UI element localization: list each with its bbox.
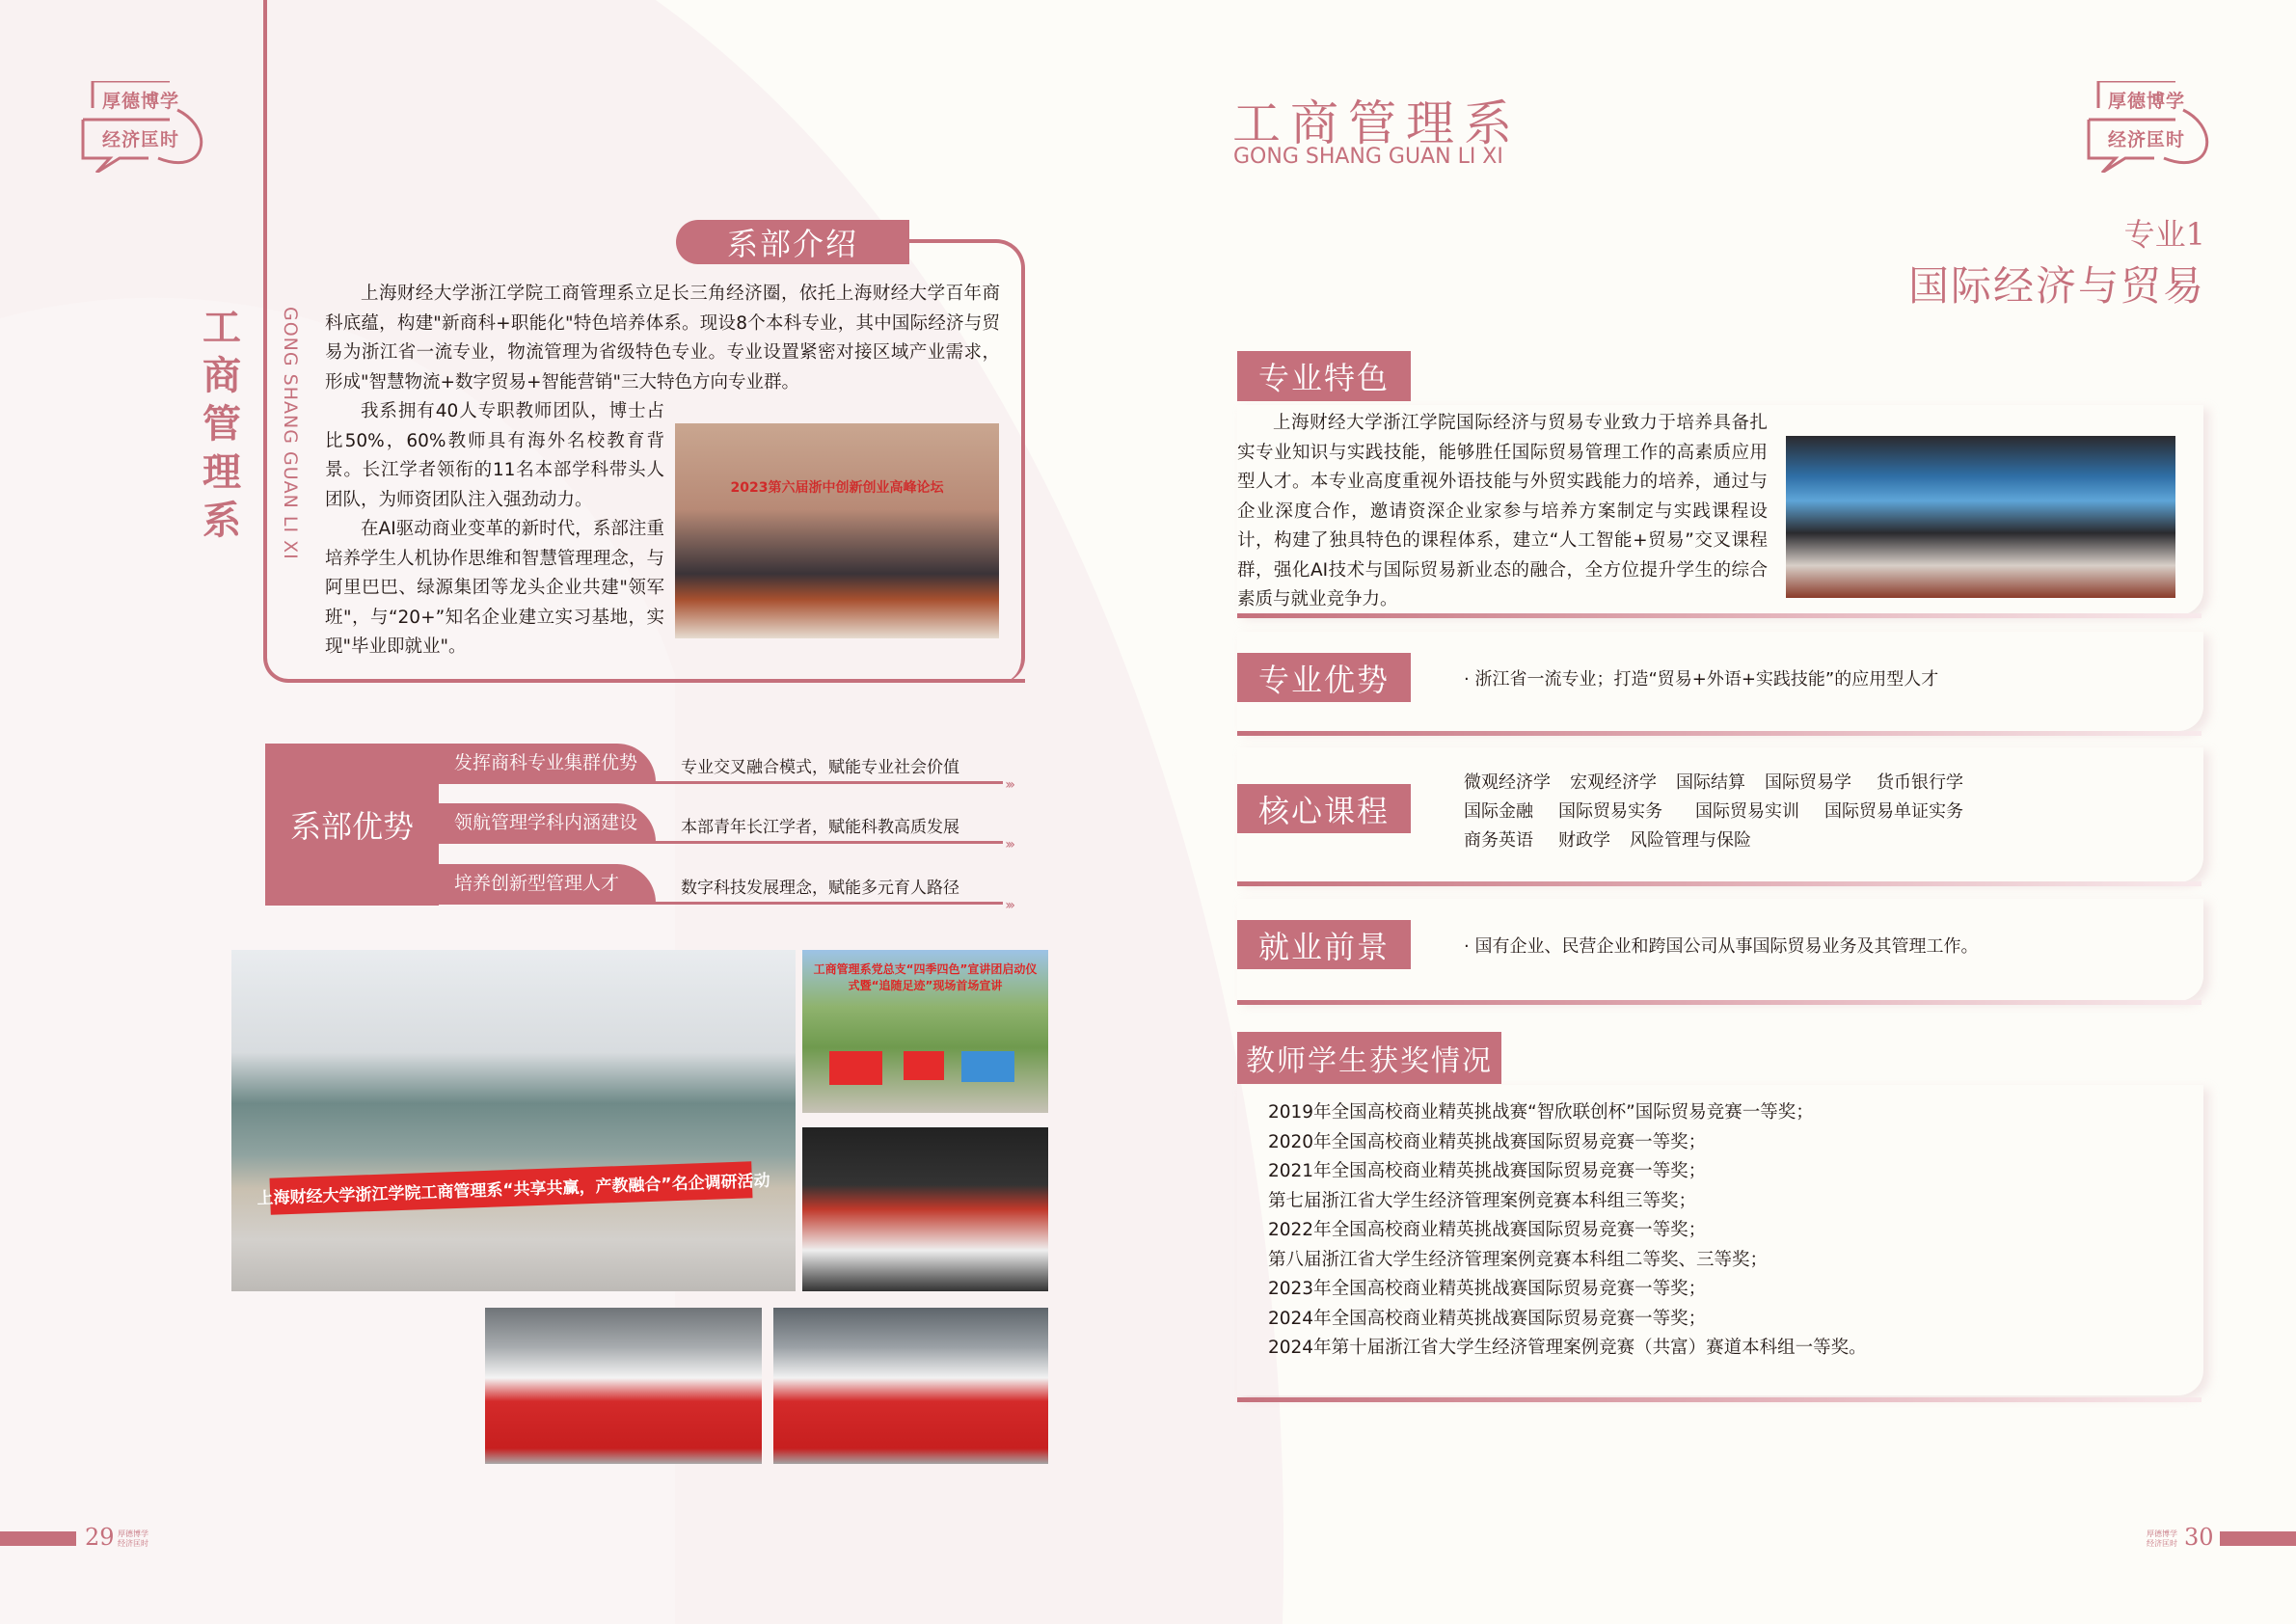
choir-photo-1: [485, 1308, 762, 1464]
intro-paragraph-3: 在AI驱动商业变革的新时代，系部注重培养学生人机协作思维和智慧管理理念，与阿里巴巴、绿源集团等龙头企业共建"领军班"，与“20+”知名企业建立实习基地，实现"毕业即就业"。: [325, 519, 664, 657]
advantages-heading: 系部优势: [265, 744, 439, 906]
trade-festival-photo: [1786, 436, 2175, 598]
divider: [1237, 881, 2201, 886]
features-text: 上海财经大学浙江学院国际经济与贸易专业致力于培养具备扎实专业知识与实践技能，能够胜任国际贸易管理工作的高素质应用型人才。本专业高度重视外语技能与外贸实践能力的培养，通过与企业深度合作，邀请资深企业家参与培养方案制定与实践课程设计，构建了独具特色的课程体系，建立“人工智能+贸易”交叉课程群，强化AI技术与国际贸易新业态的融合，全方位提升学生的综合素质与就业竞争力。: [1237, 413, 1769, 609]
vertical-title: 工商管理系: [203, 305, 241, 543]
divider: [1237, 1000, 2201, 1005]
vertical-pinyin: GONG SHANG GUAN LI XI: [280, 307, 301, 560]
advantage-item: 发挥商科专业集群优势 专业交叉融合模式，赋能专业社会价值 ›››: [439, 744, 1003, 784]
award-item: 第八届浙江省大学生经济管理案例竞赛本科组二等奖、三等奖；: [1268, 1249, 1769, 1270]
career-text: · 国有企业、民营企业和跨国公司从事国际贸易业务及其管理工作。: [1464, 936, 1979, 957]
award-item: 第七届浙江省大学生经济管理案例竞赛本科组三等奖；: [1268, 1190, 1697, 1211]
awards-heading: 教师学生获奖情况: [1237, 1032, 1501, 1084]
divider: [1237, 613, 2201, 618]
page-title: 工商管理系: [1232, 95, 1522, 151]
courses-heading: 核心课程: [1237, 784, 1411, 833]
advantage-item: 领航管理学科内涵建设 本部青年长江学者，赋能科教高质发展 ›››: [439, 803, 1003, 844]
intro-paragraph-2: 我系拥有40人专职教师团队，博士占比50%，60%教师具有海外名校教育背景。长江学者领衔的11名本部学科带头人团队，为师资团队注入强劲动力。: [325, 401, 664, 510]
award-item: 2020年全国高校商业精英挑战赛国际贸易竞赛一等奖；: [1268, 1131, 1707, 1152]
arrow-icon: ›››: [1005, 898, 1013, 913]
divider: [1237, 1397, 2201, 1402]
party-branch-photo: 工商管理系党总支“四季四色”宣讲团启动仪式暨“追随足迹”现场首场宣讲: [802, 950, 1048, 1113]
intro-heading: 系部介绍: [676, 220, 909, 264]
company-visit-photo: 上海财经大学浙江学院工商管理系“共享共赢，产教融合”名企调研活动: [231, 950, 796, 1291]
footer-logo-left: 厚德博学 经济匡时: [118, 1529, 149, 1548]
strengths-text: · 浙江省一流专业；打造“贸易+外语+实践技能”的应用型人才: [1464, 669, 1939, 690]
features-heading: 专业特色: [1237, 351, 1411, 401]
major-number: 专业1: [2123, 216, 2205, 253]
intro-paragraph-1: 上海财经大学浙江学院工商管理系立足长三角经济圈，依托上海财经大学百年商科底蕴，构建"新商科+职能化"特色培养体系。现设8个本科专业，其中国际经济与贸易为浙江省一流专业，物流管理为省级特色专业。专业设置紧密对接区域产业需求，形成"智慧物流+数字贸易+智能营销"三大特色方向专业群。: [325, 284, 1000, 392]
career-heading: 就业前景: [1237, 920, 1411, 969]
award-item: 2021年全国高校商业精英挑战赛国际贸易竞赛一等奖；: [1268, 1161, 1707, 1181]
award-item: 2024年第十届浙江省大学生经济管理案例竞赛（共富）赛道本科组一等奖。: [1268, 1338, 1867, 1358]
logo-left: 厚德博学 经济匡时: [81, 81, 206, 173]
forum-group-photo: 2023第六届浙中创新创业高峰论坛: [675, 423, 999, 638]
award-item: 2022年全国高校商业精英挑战赛国际贸易竞赛一等奖；: [1268, 1220, 1707, 1240]
page-number-right: 30: [2184, 1524, 2214, 1551]
advantage-item: 培养创新型管理人才 数字科技发展理念，赋能多元育人路径 ›››: [439, 864, 1003, 905]
strengths-heading: 专业优势: [1237, 653, 1411, 702]
page-number-bar-right: [2220, 1531, 2296, 1546]
course-row: 微观经济学 宏观经济学 国际结算 国际贸易学 货币银行学: [1464, 772, 1963, 793]
award-item: 2023年全国高校商业精英挑战赛国际贸易竞赛一等奖；: [1268, 1279, 1707, 1299]
page-title-pinyin: GONG SHANG GUAN LI XI: [1233, 145, 1503, 169]
awards-list: [1268, 1098, 1867, 1364]
major-name: 国际经济与贸易: [1907, 262, 2205, 310]
award-item: 2024年全国高校商业精英挑战赛国际贸易竞赛一等奖；: [1268, 1308, 1707, 1329]
award-item: 2019年全国高校商业精英挑战赛“智欣联创杯”国际贸易竞赛一等奖；: [1268, 1102, 1814, 1123]
arrow-icon: ›››: [1005, 837, 1013, 853]
stage-group-photo: [802, 1127, 1048, 1291]
logo-right: 厚德博学 经济匡时: [2087, 81, 2212, 173]
choir-photo-2: [773, 1308, 1048, 1464]
course-row: 商务英语 财政学 风险管理与保险: [1464, 830, 1751, 851]
course-row: 国际金融 国际贸易实务 国际贸易实训 国际贸易单证实务: [1464, 801, 1963, 822]
page-number-bar-left: [0, 1531, 76, 1546]
page-number-left: 29: [85, 1524, 115, 1551]
footer-logo-right: 厚德博学 经济匡时: [2147, 1529, 2177, 1548]
divider: [1237, 731, 2201, 736]
arrow-icon: ›››: [1005, 777, 1013, 793]
